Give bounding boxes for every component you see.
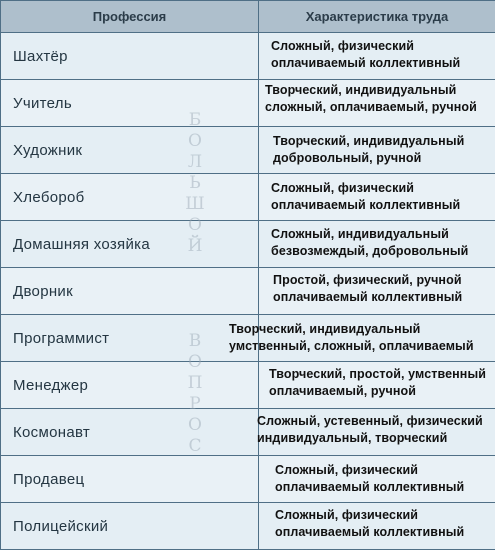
- characteristic-cell: [259, 268, 495, 315]
- answer-line-2: умственный, сложный, оплачиваемый: [229, 338, 474, 355]
- watermark-letter: Ш: [183, 194, 207, 215]
- profession-cell: Менеджер: [1, 362, 259, 409]
- handwritten-answer: [273, 272, 462, 306]
- answer-line-2: сложный, оплачиваемый, ручной: [265, 99, 477, 116]
- characteristic-cell: [259, 456, 495, 503]
- answer-line-2: безвозмеждый, добровольный: [271, 243, 468, 260]
- table-body: [1, 33, 495, 550]
- watermark-letter: Р: [183, 394, 207, 415]
- handwritten-answer: [271, 38, 460, 72]
- answer-line-2: добровольный, ручной: [273, 150, 464, 167]
- header-characteristic: Характеристика труда: [259, 1, 495, 33]
- answer-line-1: Творческий, индивидуальный: [265, 82, 477, 99]
- table-row: [1, 456, 495, 503]
- header-profession: Профессия: [1, 1, 259, 33]
- table-header-row: [1, 1, 495, 33]
- answer-line-2: индивидуальный, творческий: [257, 430, 483, 447]
- watermark-letter: О: [183, 352, 207, 373]
- profession-cell: Хлебороб: [1, 174, 259, 221]
- table-row: [1, 174, 495, 221]
- watermark-letter: С: [183, 436, 207, 457]
- answer-line-1: Сложный, физический: [275, 507, 464, 524]
- characteristic-cell: [259, 221, 495, 268]
- answer-line-1: Сложный, физический: [271, 180, 460, 197]
- profession-cell: Программист: [1, 315, 259, 362]
- table-row: [1, 315, 495, 362]
- watermark-letter: Б: [183, 110, 207, 131]
- handwritten-answer: [273, 133, 464, 167]
- watermark-letter: Ь: [183, 173, 207, 194]
- table-row: [1, 221, 495, 268]
- handwritten-answer: [275, 462, 464, 496]
- answer-line-1: Сложный, индивидуальный: [271, 226, 468, 243]
- characteristic-cell: [259, 80, 495, 127]
- watermark-letter: О: [183, 415, 207, 436]
- profession-cell: Дворник: [1, 268, 259, 315]
- answer-line-2: оплачиваемый коллективный: [273, 289, 462, 306]
- table-row: [1, 409, 495, 456]
- characteristic-cell: [259, 174, 495, 221]
- watermark-letter: Л: [183, 152, 207, 173]
- handwritten-answer: [257, 413, 483, 447]
- handwritten-answer: [271, 226, 468, 260]
- handwritten-answer: [265, 82, 477, 116]
- answer-line-1: Простой, физический, ручной: [273, 272, 462, 289]
- handwritten-answer: [271, 180, 460, 214]
- profession-cell: Шахтёр: [1, 33, 259, 80]
- handwritten-answer: [275, 507, 464, 541]
- characteristic-cell: [259, 127, 495, 174]
- answer-line-1: Сложный, физический: [271, 38, 460, 55]
- watermark-letter: П: [183, 373, 207, 394]
- handwritten-answer: [229, 321, 474, 355]
- table-row: [1, 362, 495, 409]
- answer-line-1: Творческий, индивидуальный: [273, 133, 464, 150]
- characteristic-cell: [259, 33, 495, 80]
- characteristic-cell: [259, 503, 495, 550]
- watermark-letter: В: [183, 331, 207, 352]
- answer-line-2: оплачиваемый, ручной: [269, 383, 486, 400]
- answer-line-2: оплачиваемый коллективный: [271, 55, 460, 72]
- watermark-letter: О: [183, 215, 207, 236]
- table-row: [1, 268, 495, 315]
- handwritten-answer: [269, 366, 486, 400]
- table-row: [1, 80, 495, 127]
- profession-cell: Учитель: [1, 80, 259, 127]
- answer-line-2: оплачиваемый коллективный: [275, 524, 464, 541]
- profession-cell: Продавец: [1, 456, 259, 503]
- table-row: [1, 33, 495, 80]
- profession-cell: Домашняя хозяйка: [1, 221, 259, 268]
- answer-line-1: Творческий, индивидуальный: [229, 321, 474, 338]
- watermark-letter: О: [183, 131, 207, 152]
- watermark-letter: Й: [183, 236, 207, 257]
- characteristic-cell: [259, 315, 495, 362]
- profession-cell: Художник: [1, 127, 259, 174]
- characteristic-cell: [259, 362, 495, 409]
- table-row: [1, 127, 495, 174]
- answer-line-1: Сложный, устевенный, физический: [257, 413, 483, 430]
- answer-line-1: Сложный, физический: [275, 462, 464, 479]
- profession-cell: Космонавт: [1, 409, 259, 456]
- table-row: [1, 503, 495, 550]
- answer-line-2: оплачиваемый коллективный: [275, 479, 464, 496]
- profession-cell: Полицейский: [1, 503, 259, 550]
- characteristic-cell: [259, 409, 495, 456]
- answer-line-2: оплачиваемый коллективный: [271, 197, 460, 214]
- answer-line-1: Творческий, простой, умственный: [269, 366, 486, 383]
